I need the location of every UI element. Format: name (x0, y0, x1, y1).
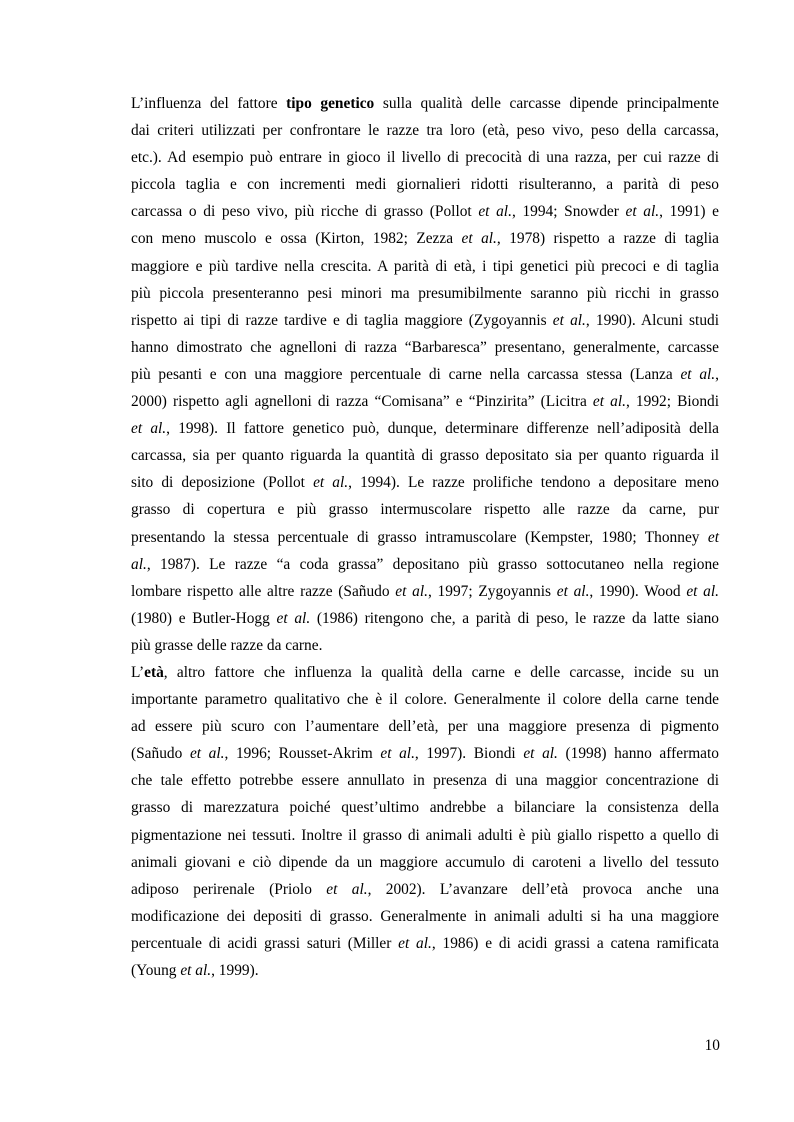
text-run: (1986) ritengono che, a parità di peso, le razze da latte siano (310, 609, 719, 627)
text-run: pigmentazione nei tessuti. Inoltre il grasso di animali adulti è più giallo rispetto a quello di (131, 826, 719, 844)
italic-citation: et al. (276, 609, 311, 627)
text-line (131, 740, 719, 767)
text-line (131, 876, 719, 903)
text-run: grasso di copertura e più grasso intermuscolare rispetto alle razze da carne, pur (131, 501, 719, 519)
text-line (131, 442, 719, 469)
italic-citation: et al. (625, 203, 660, 221)
text-run: (Young (131, 962, 181, 979)
italic-citation: al. (131, 555, 147, 573)
text-run: piccola taglia e con incrementi medi giornalieri ridotti risulteranno, a parità di peso (131, 176, 719, 194)
text-run: (Sañudo (131, 745, 190, 763)
text-run: modificazione dei depositi di grasso. Generalmente in animali adulti si ha una maggiore (131, 907, 719, 925)
text-run: ad essere più scuro con l’aumentare dell’età, per una maggiore presenza di pigmento (131, 718, 719, 736)
italic-citation: et al. (380, 745, 415, 763)
text-line (131, 957, 719, 984)
text-line (131, 171, 719, 198)
text-run: che tale effetto potrebbe essere annullato in presenza di una maggior concentrazione di (131, 772, 719, 790)
text-line (131, 578, 719, 605)
text-line (131, 496, 719, 523)
italic-citation: et al. (680, 365, 716, 383)
italic-citation: et al. (686, 582, 719, 600)
text-line (131, 767, 719, 794)
text-line (131, 198, 719, 225)
text-run: , 1997). Biondi (414, 745, 524, 763)
text-line (131, 794, 719, 821)
text-line (131, 144, 719, 171)
text-line (131, 90, 719, 117)
italic-citation: et al. (398, 934, 432, 952)
text-run: L’influenza del fattore (131, 95, 287, 112)
text-line (131, 632, 719, 659)
text-run: etc.). Ad esempio può entrare in gioco il livello di precocità di una razza, per cui razze di (131, 149, 719, 167)
text-run: , (715, 365, 719, 383)
text-run: , 1990). Wood (589, 582, 687, 600)
bold-term: tipo genetico (286, 95, 375, 112)
text-run: importante parametro qualitativo che è il colore. Generalmente il colore della carne tende (131, 691, 719, 709)
text-run: , 1997; Zygoyannis (427, 582, 557, 600)
text-line (131, 605, 719, 632)
bold-term: età (144, 663, 164, 681)
italic-citation: et al. (189, 745, 225, 763)
text-run: sito di deposizione (Pollot (131, 474, 314, 492)
text-run: lombare rispetto alle altre razze (Sañudo (131, 582, 396, 600)
text-line (131, 469, 719, 496)
text-line (131, 524, 719, 551)
text-run: , altro fattore che influenza la qualità della carne e delle carcasse, incide su un (163, 663, 719, 681)
page-number: 10 (704, 1037, 720, 1054)
text-run: più pesanti e con una maggiore percentuale di carne nella carcassa stessa (Lanza (131, 365, 681, 383)
text-line (131, 388, 719, 415)
text-run: presentando la stessa percentuale di grasso intramuscolare (Kempster, 1980; Thonney (131, 528, 708, 546)
text-line (131, 117, 719, 144)
text-run: , 1987). Le razze “a coda grassa” depositano più grasso sottocutaneo nella regione (146, 555, 719, 573)
text-run: dai criteri utilizzati per confrontare le razze tra loro (età, peso vivo, peso della carcassa, (131, 122, 719, 140)
text-run: percentuale di acidi grassi saturi (Miller (131, 934, 399, 952)
text-run: carcassa, sia per quanto riguarda la quantità di grasso depositato sia per quanto riguarda il (131, 447, 719, 465)
text-line (131, 334, 719, 361)
italic-citation: et al. (131, 420, 167, 438)
text-line (131, 307, 719, 334)
text-run: con meno muscolo e ossa (Kirton, 1982; Zezza (131, 230, 462, 248)
italic-citation: et al. (523, 745, 558, 763)
text-run: rispetto ai tipi di razze tardive e di taglia maggiore (Zygoyannis (131, 311, 553, 329)
text-run: (1980) e Butler-Hogg (131, 609, 277, 627)
text-run: grasso di marezzatura poiché quest’ultimo andrebbe a bilanciare la consistenza della (131, 799, 719, 817)
text-run: , 1986) e di acidi grassi a catena ramificata (431, 934, 719, 952)
italic-citation: et al. (592, 393, 626, 411)
body-text (131, 90, 719, 984)
text-run: sulla qualità delle carcasse dipende principalmente (374, 95, 719, 112)
text-run: , 1991) e (659, 203, 720, 221)
text-run: , 1996; Rousset-Akrim (224, 745, 381, 763)
text-run: , 1994; Snowder (511, 203, 626, 221)
text-line (131, 903, 719, 930)
text-run: , 2002). L’avanzare dell’età provoca anche una (367, 880, 719, 898)
text-line (131, 280, 719, 307)
italic-citation: et al. (478, 203, 512, 221)
text-run: adiposo perirenale (Priolo (131, 880, 327, 898)
text-line (131, 415, 719, 442)
italic-citation: et al. (556, 582, 590, 600)
text-run: , 1990). Alcuni studi (585, 311, 719, 329)
text-run: carcassa o di peso vivo, più ricche di grasso (Pollot (131, 203, 479, 221)
italic-citation: et al. (313, 474, 349, 492)
italic-citation: et al. (395, 582, 428, 600)
text-run: maggiore e più tardive nella crescita. A parità di età, i tipi genetici più precoci e di taglia (131, 257, 719, 275)
text-line (131, 551, 719, 578)
text-run: 2000) rispetto agli agnelloni di razza “Comisana” e “Pinzirita” (Licitra (131, 393, 593, 411)
text-run: hanno dimostrato che agnelloni di razza “Barbaresca” presentano, generalmente, carcasse (131, 338, 719, 356)
text-line (131, 713, 719, 740)
italic-citation: et al. (180, 962, 212, 979)
text-run: L’ (131, 663, 145, 681)
text-run: , 1999). (211, 962, 259, 979)
text-run: , 1998). Il fattore genetico può, dunque, determinare differenze nell’adiposità della (166, 420, 719, 438)
text-run: animali giovani e ciò dipende da un maggiore accumulo di caroteni a livello del tessuto (131, 853, 719, 871)
text-line (131, 822, 719, 849)
italic-citation: et al. (326, 880, 368, 898)
text-line (131, 930, 719, 957)
text-line (131, 686, 719, 713)
text-run: più piccola presenteranno pesi minori ma presumibilmente saranno più ricchi in grasso (131, 284, 719, 302)
text-line (131, 849, 719, 876)
text-line (131, 225, 719, 252)
text-run: più grasse delle razze da carne. (131, 636, 323, 654)
italic-citation: et (707, 528, 719, 546)
text-run: (1998) hanno affermato (557, 745, 719, 763)
text-run: , 1992; Biondi (625, 393, 719, 411)
italic-citation: et al. (461, 230, 497, 248)
text-line (131, 253, 719, 280)
text-run: , 1994). Le razze prolifiche tendono a depositare meno (348, 474, 719, 492)
text-line (131, 659, 719, 686)
text-run: , 1978) rispetto a razze di taglia (496, 230, 719, 248)
italic-citation: et al. (552, 311, 586, 329)
text-line (131, 361, 719, 388)
